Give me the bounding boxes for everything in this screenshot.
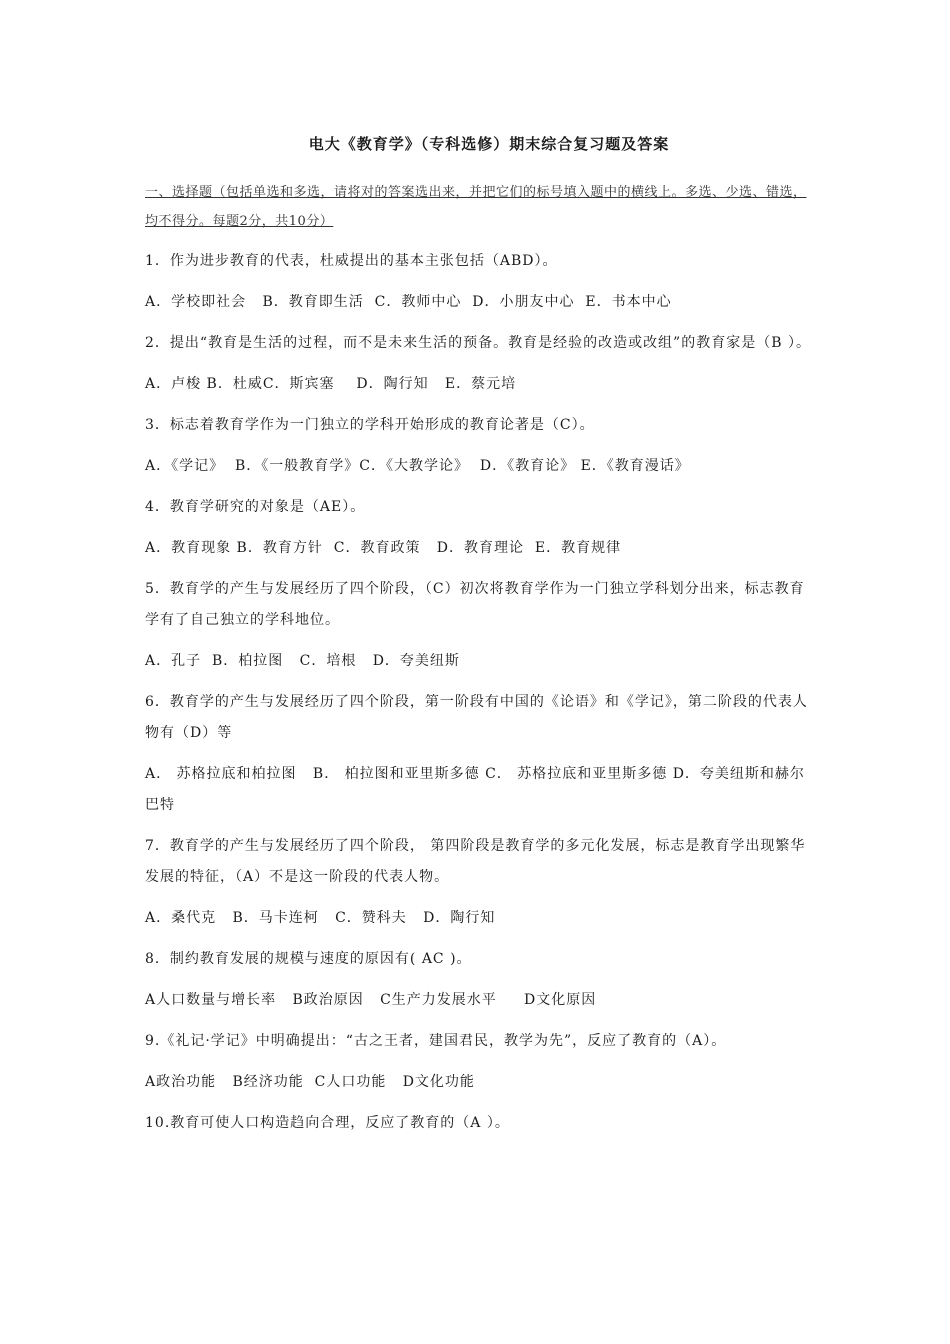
question-options: A．学校即社会 B．教育即生活 C．教师中心 D．小朋友中心 E．书本中心 bbox=[145, 294, 672, 310]
question-text: 1．作为进步教育的代表，杜威提出的基本主张包括（ABD）。 bbox=[145, 253, 558, 269]
question-item bbox=[145, 687, 815, 831]
question-text: 5．教育学的产生与发展经历了四个阶段，（C）初次将教育学作为一门独立学科划分出来，标志教育学有了自己独立的学科地位。 bbox=[145, 581, 805, 628]
question-options: A．桑代克 B．马卡连柯 C．赞科夫 D．陶行知 bbox=[145, 910, 496, 926]
question-text: 10.教育可使人口构造趋向合理，反应了教育的（A ）。 bbox=[145, 1115, 510, 1131]
question-item bbox=[145, 492, 815, 574]
question-options: A．孔子 B．柏拉图 C．培根 D．夸美纽斯 bbox=[145, 653, 460, 669]
question-text: 3．标志着教育学作为一门独立的学科开始形成的教育论著是（C）。 bbox=[145, 417, 595, 433]
question-item bbox=[145, 328, 815, 410]
question-options: A．教育现象 B．教育方针 C．教育政策 D．教育理论 E．教育规律 bbox=[145, 540, 622, 556]
question-text: 6．教育学的产生与发展经历了四个阶段，第一阶段有中国的《论语》和《学记》，第二阶段的代表人物有（D）等 bbox=[145, 694, 808, 741]
question-options: A． 苏格拉底和柏拉图 B． 柏拉图和亚里斯多德 C． 苏格拉底和亚里斯多德 D．夸美纽斯和赫尔巴特 bbox=[145, 766, 805, 813]
question-text: 9.《礼记·学记》中明确提出：“古之王者，建国君民，教学为先”，反应了教育的（A）。 bbox=[145, 1033, 727, 1049]
question-text: 8．制约教育发展的规模与速度的原因有( AC )。 bbox=[145, 951, 472, 967]
question-item bbox=[145, 410, 815, 492]
question-options: A．《学记》 B．《一般教育学》C．《大教学论》 D．《教育论》 E．《教育漫话》 bbox=[145, 458, 690, 474]
question-list bbox=[145, 246, 815, 1139]
question-item bbox=[145, 831, 815, 944]
question-options: A政治功能 B经济功能 C人口功能 D文化功能 bbox=[145, 1074, 475, 1090]
question-text: 2．提出“教育是生活的过程，而不是未来生活的预备。教育是经验的改造或改组”的教育家是（B ）。 bbox=[145, 335, 811, 351]
question-item bbox=[145, 1026, 815, 1108]
question-item bbox=[145, 944, 815, 1026]
question-item bbox=[145, 246, 815, 328]
question-item bbox=[145, 1108, 815, 1139]
document-title: 电大《教育学》（专科选修）期末综合复习题及答案 bbox=[308, 135, 670, 153]
document-page bbox=[145, 132, 815, 1139]
question-options: A人口数量与增长率 B政治原因 C生产力发展水平 D文化原因 bbox=[145, 992, 597, 1008]
question-text: 4．教育学研究的对象是（AE）。 bbox=[145, 499, 366, 515]
question-options: A．卢梭 B．杜威C．斯宾塞 D．陶行知 E．蔡元培 bbox=[145, 376, 517, 392]
section-instruction: 一、选择题（包括单选和多选，请将对的答案选出来，并把它们的标号填入题中的横线上。多选、少选、错选，均不得分。每题2分，共10分） bbox=[145, 185, 807, 229]
question-item bbox=[145, 574, 815, 687]
question-text: 7．教育学的产生与发展经历了四个阶段， 第四阶段是教育学的多元化发展，标志是教育学出现繁华发展的特征，（A）不是这一阶段的代表人物。 bbox=[145, 838, 806, 885]
